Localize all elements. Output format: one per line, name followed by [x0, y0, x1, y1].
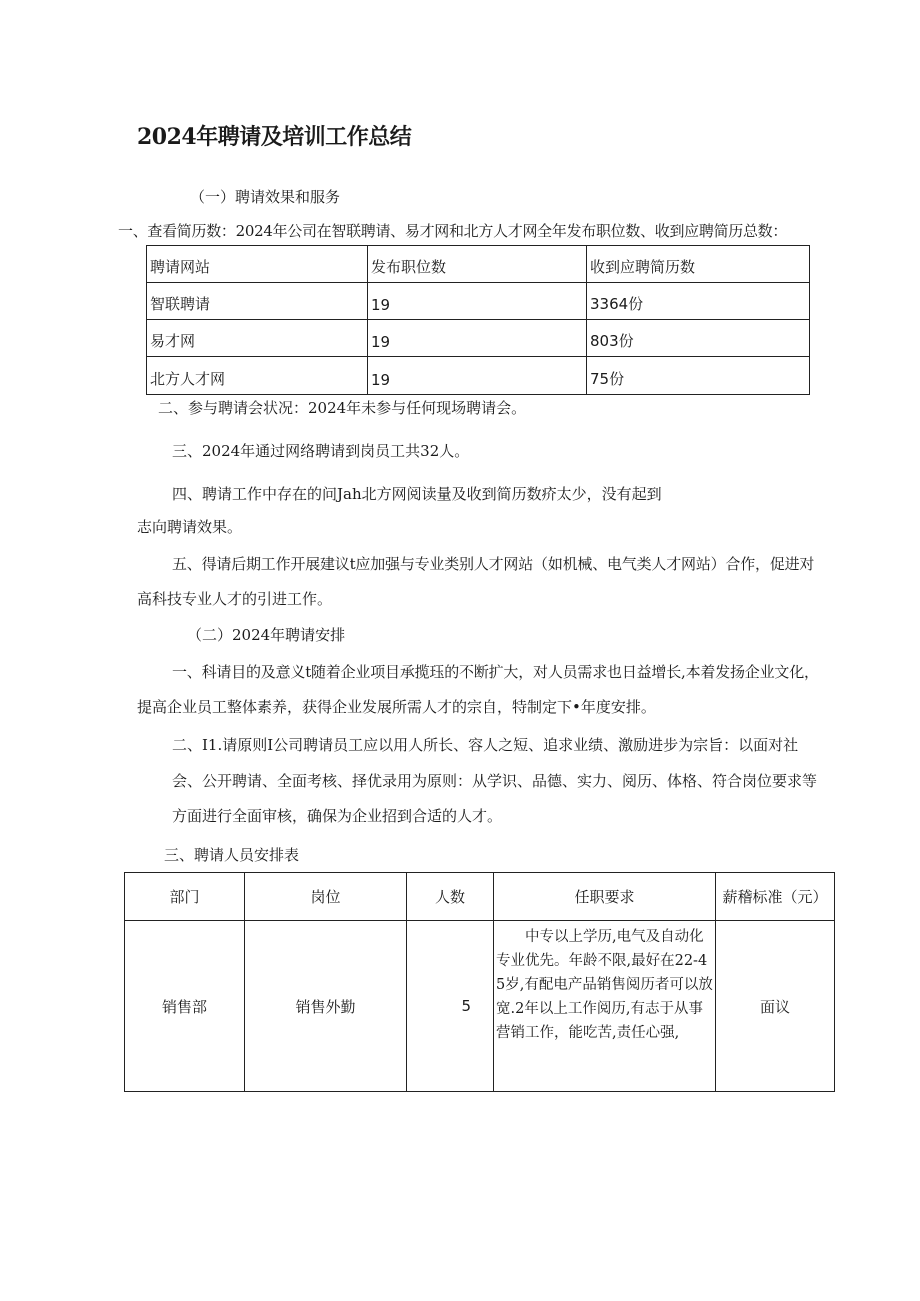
- paragraph-5-line2: 高科技专业人才的引进工作。: [137, 590, 333, 608]
- paragraph-4-line1: 四、聘请工作中存在的问Jah北方网阅读量及收到简历数疥太少，没有起到: [172, 485, 662, 503]
- table-row: [125, 921, 835, 1092]
- table-cell: 75份: [587, 357, 810, 395]
- table-row: [147, 283, 810, 320]
- table-cell: 智联聘请: [147, 283, 368, 320]
- salary-cell: 面议: [716, 921, 835, 1092]
- table-header-cell: 发布职位数: [368, 246, 587, 283]
- page-title: 2024年聘请及培训工作总结: [137, 124, 412, 150]
- table-cell: 易才网: [147, 320, 368, 357]
- paragraph-7-line2: 会、公开聘请、全面考核、择优录用为原则：从学识、品德、实力、阅历、体格、符合岗位要求等: [172, 772, 818, 790]
- table-header-row: [147, 246, 810, 283]
- table-header-cell: 聘请网站: [147, 246, 368, 283]
- table-header-cell: 岗位: [245, 873, 407, 921]
- table-cell: 3364份: [587, 283, 810, 320]
- staffing-plan-table: [124, 872, 835, 1092]
- paragraph-2: 二、参与聘请会状况：2024年未参与任何现场聘请会。: [158, 399, 527, 417]
- table-header-row: [125, 873, 835, 921]
- paragraph-7-line1: 二、I1.请原则I公司聘请员工应以用人所长、容人之短、追求业绩、激励进步为宗旨：以面对社: [172, 736, 799, 754]
- table-cell: 19: [368, 357, 587, 395]
- paragraph-4-line2: 志向聘请效果。: [137, 518, 243, 536]
- table-header-cell: 部门: [125, 873, 245, 921]
- table-row: [147, 320, 810, 357]
- department-cell: 销售部: [125, 921, 245, 1092]
- table-cell: 19: [368, 320, 587, 357]
- section2-heading: （二）2024年聘请安排: [187, 626, 346, 644]
- position-cell: 销售外勤: [245, 921, 407, 1092]
- website-stats-table: [146, 245, 810, 395]
- paragraph-3: 三、2024年通过网络聘请到岗员工共32人。: [172, 442, 470, 460]
- table-cell: 19: [368, 283, 587, 320]
- table-cell: 北方人才网: [147, 357, 368, 395]
- paragraph-6-line2: 提高企业员工整体素养，获得企业发展所需人才的宗自，特制定下•年度安排。: [137, 698, 656, 716]
- paragraph-6-line1: 一、科请目的及意义t随着企业项目承揽珏的不断扩大，对人员需求也日益增长,本着发扬企业文化，: [172, 663, 819, 681]
- requirement-cell: 中专以上学历,电气及自动化专业优先。年龄不限,最好在22-45岁,有配电产品销售阅历者可以放宽.2年以上工作阅历,有志于从事营销工作，能吃苦,责任心强,: [494, 921, 716, 1092]
- section3-heading: 三、聘请人员安排表: [164, 846, 300, 864]
- item1-intro: 一、查看简历数：2024年公司在智联聘请、易才网和北方人才网全年发布职位数、收到应聘简历总数：: [118, 222, 788, 240]
- paragraph-5-line1: 五、得请后期工作开展建议t应加强与专业类别人才网站（如机械、电气类人才网站）合作，促进对: [172, 555, 815, 573]
- table-cell: 803份: [587, 320, 810, 357]
- section1-heading: （一）聘请效果和服务: [190, 188, 341, 206]
- table-header-cell: 人数: [407, 873, 494, 921]
- table-header-cell: 薪稽标准（元）: [716, 873, 835, 921]
- headcount-cell: 5: [407, 921, 494, 1092]
- paragraph-7-line3: 方面进行全面审核，确保为企业招到合适的人才。: [172, 807, 503, 825]
- table-header-cell: 任职要求: [494, 873, 716, 921]
- table-header-cell: 收到应聘简历数: [587, 246, 810, 283]
- table-row: [147, 357, 810, 395]
